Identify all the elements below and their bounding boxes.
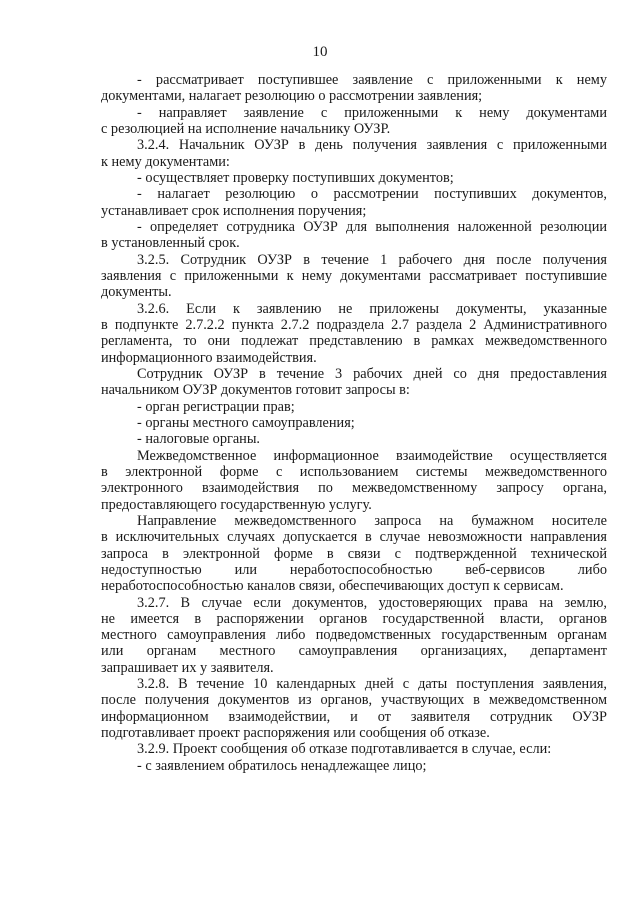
text-line: информационном взаимодействии, и от заявителя сотрудник ОУЗР (101, 708, 607, 725)
text-line: в исключительных случаях допускается в случае невозможности направления (101, 529, 607, 546)
text-line: после получения документов из органов, участвующих в межведомственном (101, 692, 607, 709)
text-line: документы. (101, 284, 172, 301)
text-line: 3.2.4. Начальник ОУЗР в день получения заявления с приложенными (137, 137, 607, 154)
text-line: - осуществляет проверку поступивших документов; (137, 169, 454, 186)
text-line: или органам местного самоуправления организациях, департамент (101, 643, 607, 660)
text-line: - органы местного самоуправления; (137, 414, 355, 431)
text-line: - рассматривает поступившее заявление с приложенными к нему (137, 72, 607, 88)
text-line: запроса в электронной форме в связи с подтвержденной технической (101, 545, 607, 562)
text-line: - налагает резолюцию о рассмотрении поступивших документов, (137, 186, 607, 203)
text-line: местного самоуправления либо подведомственных государственным органам (101, 627, 607, 644)
text-line: документами, налагает резолюцию о рассмотрении заявления; (101, 88, 483, 105)
text-line: подготавливает проект распоряжения или сообщения об отказе. (101, 725, 490, 742)
text-line: устанавливает срок исполнения поручения; (101, 202, 367, 219)
text-line: 3.2.5. Сотрудник ОУЗР в течение 1 рабочего дня после получения (137, 251, 607, 268)
page-number: 10 (312, 44, 328, 60)
document-body (101, 72, 607, 774)
text-line: Сотрудник ОУЗР в течение 3 рабочих дней со дня предоставления (137, 365, 607, 382)
text-line: - с заявлением обратилось ненадлежащее лицо; (137, 757, 427, 774)
text-line: запрашивает их у заявителя. (101, 659, 274, 676)
text-line: не имеется в распоряжении органов государственной власти, органов (101, 610, 607, 627)
text-line: 3.2.8. В течение 10 календарных дней с даты поступления заявления, (137, 676, 607, 693)
text-line: Направление межведомственного запроса на бумажном носителе (137, 512, 607, 529)
text-line: в подпункте 2.7.2.2 пункта 2.7.2 подраздела 2.7 раздела 2 Административного (101, 316, 607, 333)
text-line: с резолюцией на исполнение начальнику ОУЗР. (101, 120, 391, 137)
text-line: заявления с приложенными к нему документами рассматривает поступившие (101, 267, 607, 284)
text-line: Межведомственное информационное взаимодействие осуществляется (137, 447, 607, 464)
text-line: - налоговые органы. (137, 431, 261, 448)
text-line: 3.2.6. Если к заявлению не приложены документы, указанные (137, 300, 607, 317)
text-line: электронного взаимодействия по межведомственному запросу органа, (101, 480, 607, 497)
text-line: неработоспособностью каналов связи, обеспечивающих доступ к сервисам. (101, 578, 564, 595)
text-line: - определяет сотрудника ОУЗР для выполнения наложенной резолюции (137, 218, 607, 235)
text-line: - направляет заявление с приложенными к нему документами (137, 104, 607, 121)
text-line: начальником ОУЗР документов готовит запросы в: (101, 382, 410, 399)
text-line: предоставляющего государственную услугу. (101, 496, 372, 513)
text-line: регламента, то они подлежат представлению в рамках межведомственного (101, 333, 607, 350)
text-line: информационного взаимодействия. (101, 349, 317, 366)
text-line: в установленный срок. (101, 235, 240, 252)
text-line: 3.2.7. В случае если документов, удостоверяющих права на землю, (137, 594, 607, 611)
text-line: к нему документами: (101, 153, 230, 170)
text-line: - орган регистрации прав; (137, 398, 295, 415)
text-line: в электронной форме с использованием системы межведомственного (101, 463, 607, 480)
text-line: 3.2.9. Проект сообщения об отказе подготавливается в случае, если: (137, 741, 552, 758)
text-line: недоступностью или неработоспособностью веб-сервисов либо (101, 561, 607, 578)
